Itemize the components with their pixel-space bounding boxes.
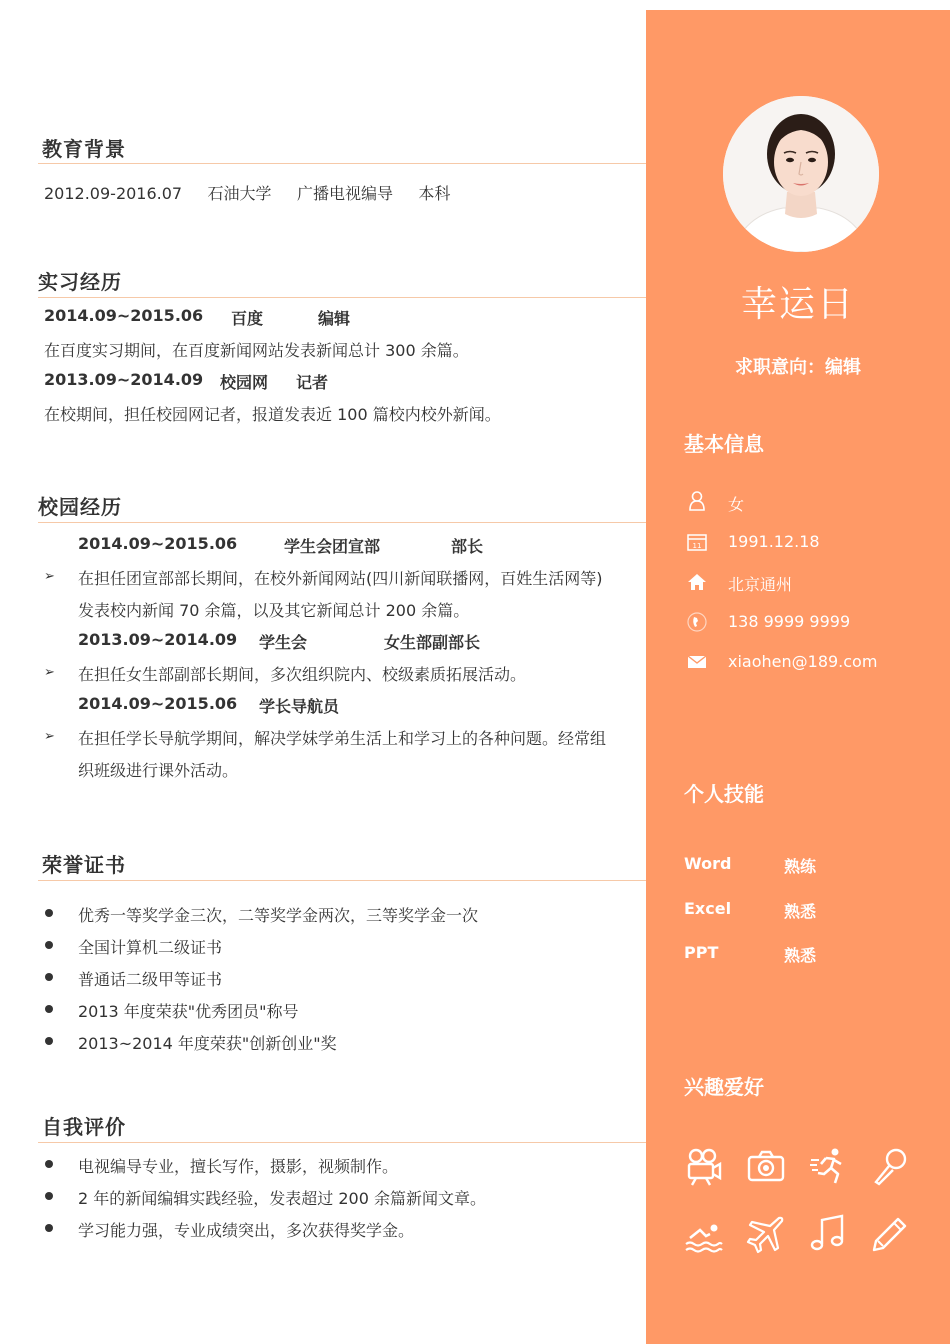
internship-desc: 在校期间，担任校园网记者，报道发表近 100 篇校内校外新闻。 bbox=[44, 405, 501, 424]
honors-title: 荣誉证书 bbox=[42, 853, 126, 877]
education-title: 教育背景 bbox=[42, 137, 126, 161]
internship-period: 2013.09~2014.09 bbox=[44, 370, 204, 389]
campus-desc-line: 在担任女生部副部长期间，多次组织院内、校级素质拓展活动。 bbox=[78, 665, 527, 684]
location-value: 北京通州 bbox=[728, 575, 793, 594]
birthday-value: 1991.12.18 bbox=[728, 532, 820, 551]
running-icon bbox=[808, 1146, 848, 1186]
campus-period: 2014.09~2015.06 bbox=[78, 534, 238, 553]
skill-level: 熟悉 bbox=[784, 946, 817, 965]
internship-desc: 在百度实习期间，在百度新闻网站发表新闻总计 300 余篇。 bbox=[44, 341, 469, 360]
skill-name: PPT bbox=[684, 943, 719, 962]
campus-role: 部长 bbox=[451, 537, 484, 556]
campus-divider bbox=[38, 522, 646, 523]
candidate-name: 幸运日 bbox=[740, 284, 855, 325]
campus-title: 校园经历 bbox=[38, 495, 122, 519]
education-divider bbox=[38, 163, 646, 164]
phone-value: 138 9999 9999 bbox=[728, 612, 851, 631]
campus-period: 2013.09~2014.09 bbox=[78, 630, 238, 649]
skill-name: Word bbox=[684, 854, 732, 873]
microphone-icon bbox=[870, 1146, 910, 1186]
internship-role: 编辑 bbox=[318, 309, 351, 328]
campus-desc-line: 织班级进行课外活动。 bbox=[78, 761, 239, 780]
swimming-icon bbox=[684, 1214, 724, 1254]
arrow-bullet-icon: ➢ bbox=[44, 665, 55, 680]
airplane-icon bbox=[746, 1214, 786, 1254]
sidebar-panel bbox=[646, 10, 950, 1344]
skill-level: 熟练 bbox=[784, 857, 817, 876]
self-eval-title: 自我评价 bbox=[42, 1115, 126, 1139]
phone-icon bbox=[686, 611, 708, 633]
mail-icon bbox=[686, 651, 708, 673]
skill-level: 熟悉 bbox=[784, 902, 817, 921]
gender-value: 女 bbox=[728, 495, 745, 514]
internship-org: 校园网 bbox=[220, 373, 269, 392]
internship-divider bbox=[38, 297, 646, 298]
dot-bullet-icon bbox=[45, 909, 53, 917]
education-entry: 2012.09-2016.07 石油大学 广播电视编导 本科 bbox=[44, 184, 451, 203]
avatar bbox=[723, 96, 879, 252]
dot-bullet-icon bbox=[45, 1192, 53, 1200]
campus-role: 女生部副部长 bbox=[384, 633, 481, 652]
arrow-bullet-icon: ➢ bbox=[44, 569, 55, 584]
honor-item: 2013 年度荣获"优秀团员"称号 bbox=[78, 1002, 299, 1021]
campus-org: 学生会团宣部 bbox=[284, 537, 381, 556]
dot-bullet-icon bbox=[45, 941, 53, 949]
honors-divider bbox=[38, 880, 646, 881]
dot-bullet-icon bbox=[45, 1160, 53, 1168]
campus-org: 学生会 bbox=[259, 633, 308, 652]
skill-name: Excel bbox=[684, 899, 732, 918]
dot-bullet-icon bbox=[45, 1224, 53, 1232]
campus-org: 学长导航员 bbox=[259, 697, 340, 716]
internship-role: 记者 bbox=[296, 373, 329, 392]
dot-bullet-icon bbox=[45, 1005, 53, 1013]
self-eval-item: 学习能力强，专业成绩突出，多次获得奖学金。 bbox=[78, 1221, 415, 1240]
honor-item: 优秀一等奖学金三次，二等奖学金两次，三等奖学金一次 bbox=[78, 906, 479, 925]
calendar-icon bbox=[686, 531, 708, 553]
campus-desc-line: 在担任团宣部部长期间，在校外新闻网站(四川新闻联播网，百姓生活网等) bbox=[78, 569, 603, 588]
honor-item: 全国计算机二级证书 bbox=[78, 938, 223, 957]
music-note-icon bbox=[808, 1214, 848, 1254]
basic-info-title: 基本信息 bbox=[684, 432, 764, 456]
internship-period: 2014.09~2015.06 bbox=[44, 306, 204, 325]
campus-desc-line: 在担任学长导航学期间，解决学妹学弟生活上和学习上的各种问题。经常组 bbox=[78, 729, 607, 748]
dot-bullet-icon bbox=[45, 1037, 53, 1045]
person-icon bbox=[686, 490, 708, 512]
job-intent: 求职意向：编辑 bbox=[735, 357, 861, 378]
campus-desc-line: 发表校内新闻 70 余篇，以及其它新闻总计 200 余篇。 bbox=[78, 601, 470, 620]
video-camera-icon bbox=[684, 1146, 724, 1186]
internship-title: 实习经历 bbox=[38, 270, 122, 294]
skills-title: 个人技能 bbox=[684, 782, 764, 806]
self-eval-item: 2 年的新闻编辑实践经验，发表超过 200 余篇新闻文章。 bbox=[78, 1189, 486, 1208]
pencil-icon bbox=[870, 1214, 910, 1254]
portrait-icon bbox=[723, 96, 879, 252]
honor-item: 普通话二级甲等证书 bbox=[78, 970, 223, 989]
honor-item: 2013~2014 年度荣获"创新创业"奖 bbox=[78, 1034, 337, 1053]
svg-text:11: 11 bbox=[692, 542, 702, 550]
camera-icon bbox=[746, 1146, 786, 1186]
dot-bullet-icon bbox=[45, 973, 53, 981]
email-value: xiaohen@189.com bbox=[728, 652, 878, 671]
arrow-bullet-icon: ➢ bbox=[44, 729, 55, 744]
home-icon bbox=[686, 571, 708, 593]
hobbies-title: 兴趣爱好 bbox=[684, 1075, 764, 1099]
internship-org: 百度 bbox=[231, 309, 264, 328]
self-eval-divider bbox=[38, 1142, 646, 1143]
self-eval-item: 电视编导专业，擅长写作，摄影，视频制作。 bbox=[78, 1157, 399, 1176]
campus-period: 2014.09~2015.06 bbox=[78, 694, 238, 713]
